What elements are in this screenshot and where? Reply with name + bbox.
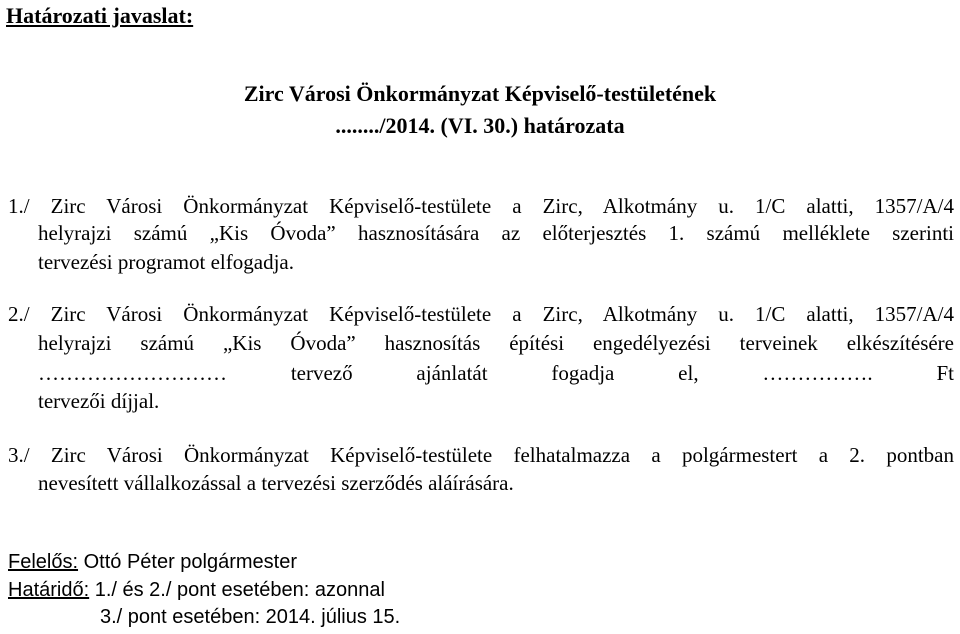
resolution-title-line2: ......../2014. (VI. 30.) határozata — [335, 113, 625, 138]
responsible-value: Ottó Péter polgármester — [78, 551, 298, 573]
responsible-label: Felelős: — [8, 551, 79, 573]
item-2-line-4: tervezői díjjal. — [38, 389, 160, 413]
responsible-line — [8, 549, 297, 575]
item-1-line-1: 1./ Zirc Városi Önkormányzat Képviselő-testülete a Zirc, Alkotmány u. 1/C alatti, 1357/A/4 — [8, 194, 954, 218]
deadline-value: 1./ és 2./ pont esetében: azonnal — [89, 579, 385, 601]
deadline-line — [8, 577, 385, 603]
item-2-line-3: ……………………… tervező ajánlatát fogadja el, ……………. Ft — [38, 361, 954, 385]
deadline-label: Határidő: — [8, 579, 90, 601]
resolution-title-line1: Zirc Városi Önkormányzat Képviselő-testületének — [243, 81, 717, 106]
heading: Határozati javaslat: — [6, 3, 194, 28]
item-2-line-2: helyrajzi számú „Kis Óvoda” hasznosítás építési engedélyezési terveinek elkészítésére — [38, 331, 954, 355]
deadline-line-2: 3./ pont esetében: 2014. július 15. — [100, 606, 401, 628]
item-1-line-3: tervezési programot elfogadja. — [38, 250, 294, 274]
item-3-line-1: 3./ Zirc Városi Önkormányzat Képviselő-testülete felhatalmazza a polgármestert a 2. pontban — [8, 443, 954, 467]
item-1-line-2: helyrajzi számú „Kis Óvoda” hasznosítására az előterjesztés 1. számú melléklete szerinti — [38, 221, 954, 245]
item-3-line-2: nevesített vállalkozással a tervezési szerződés aláírására. — [38, 471, 514, 495]
item-2-line-1: 2./ Zirc Városi Önkormányzat Képviselő-testülete a Zirc, Alkotmány u. 1/C alatti, 1357/A/4 — [8, 302, 954, 326]
